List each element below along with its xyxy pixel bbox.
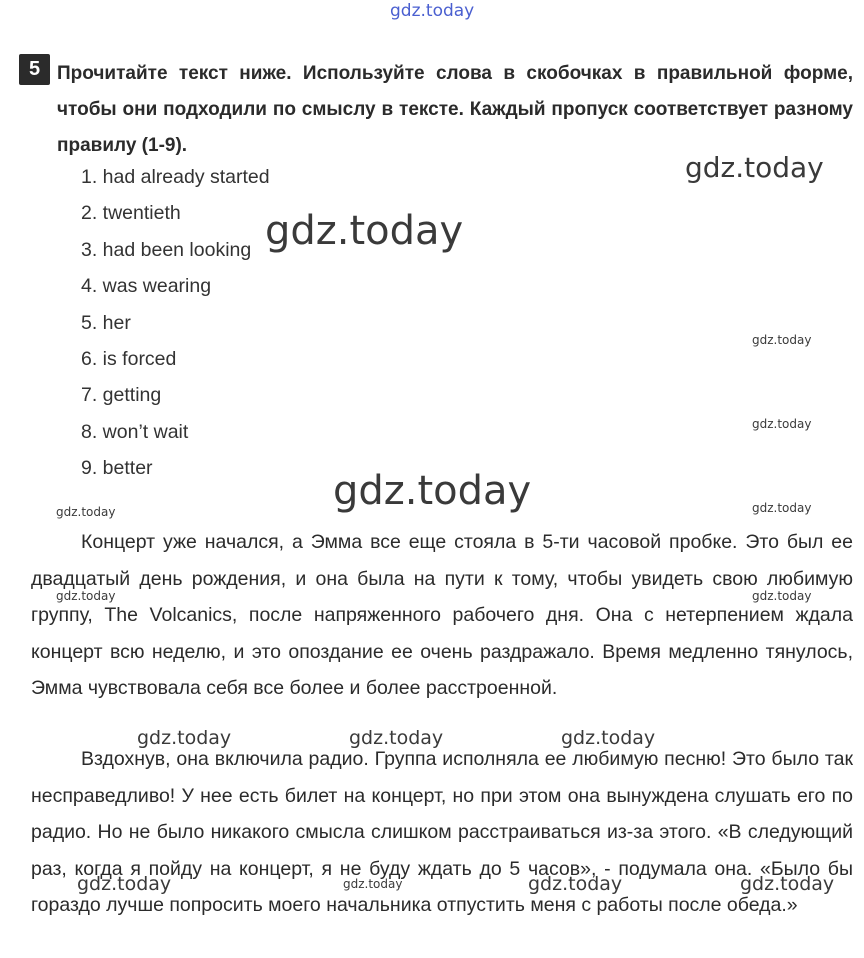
task-instruction: Прочитайте текст ниже. Используйте слова в скобочках в правильной форме, чтобы они подходили по смыслу в тексте. Каждый пропуск соответствует разному правилу (1-9). (57, 63, 853, 156)
watermark: gdz.today (137, 727, 232, 749)
answer-item: 6. is forced (81, 347, 177, 370)
watermark: gdz.today (77, 873, 172, 895)
site-watermark-header: gdz.today (390, 1, 475, 21)
answer-item: 2. twentieth (81, 202, 181, 225)
answer-item: 5. her (81, 311, 131, 334)
answer-list (81, 159, 270, 487)
watermark: gdz.today (343, 877, 403, 891)
task-number-badge: 5 (19, 54, 50, 85)
watermark: gdz.today (752, 333, 812, 347)
answer-item: 9. better (81, 457, 153, 480)
watermark: gdz.today (740, 873, 835, 895)
watermark: gdz.today (333, 468, 532, 514)
watermark: gdz.today (752, 589, 812, 603)
watermark: gdz.today (349, 727, 444, 749)
answer-item: 1. had already started (81, 166, 270, 188)
watermark: gdz.today (265, 208, 464, 254)
watermark: gdz.today (685, 151, 824, 184)
answer-item: 7. getting (81, 384, 162, 407)
watermark: gdz.today (56, 589, 116, 603)
answer-item: 3. had been looking (81, 238, 252, 261)
watermark: gdz.today (752, 501, 812, 515)
answer-item: 4. was wearing (81, 275, 212, 298)
translation-paragraph-1: Концерт уже начался, а Эмма все еще стояла в 5-ти часовой пробке. Это был ее двадцатый день рождения, и она была на пути к тому, чтобы увидеть свою любимую группу, The Volcanics, после напряженного рабочего дня. Она с нетерпением ждала концерт всю неделю, и это опоздание ее очень раздражало. Время медленно тянулось, Эмма чувствовала себя все более и более расстроенной. (31, 531, 853, 699)
watermark: gdz.today (528, 873, 623, 895)
translation-paragraph-2: Вздохнув, она включила радио. Группа исполняла ее любимую песню! Это было так несправедливо! У нее есть билет на концерт, но при этом она вынуждена слушать его по радио. Но не было никакого смысла слишком расстраиваться из-за этого. «В следующий раз, когда я пойду на концерт, я не буду ждать до 5 часов», - подумала она. «Было бы гораздо лучше попросить моего начальника отпустить меня с работы после обеда.» (31, 748, 853, 916)
answer-item: 8. won’t wait (81, 420, 189, 443)
watermark: gdz.today (752, 417, 812, 431)
watermark: gdz.today (56, 505, 116, 519)
watermark: gdz.today (561, 727, 656, 749)
